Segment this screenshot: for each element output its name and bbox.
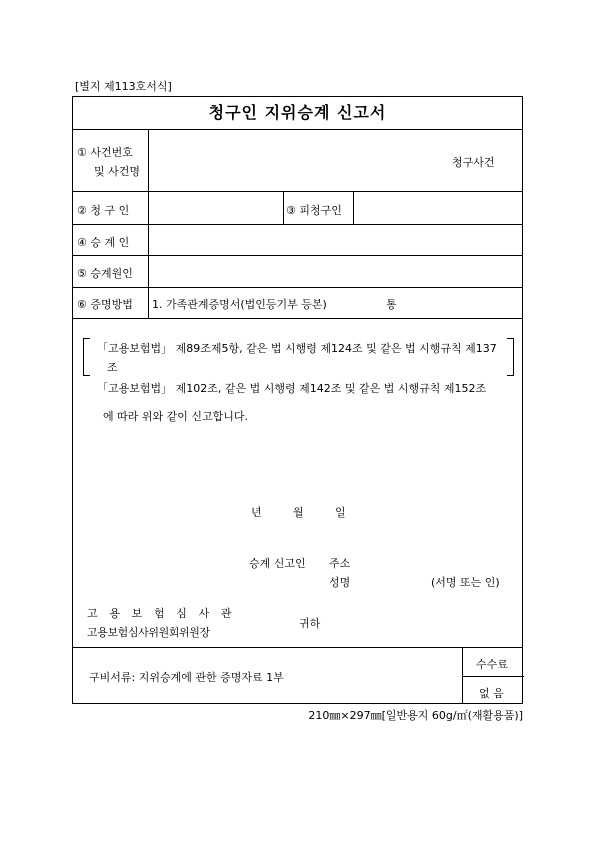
law-reference-1-cont: 조 xyxy=(107,361,118,374)
honorific: 귀하 xyxy=(299,617,321,630)
respondent-label: ③ 피청구인 xyxy=(286,204,342,217)
rule xyxy=(462,676,524,677)
form-title: 청구인 지위승계 신고서 xyxy=(208,103,387,122)
date-month: 월 xyxy=(293,506,304,519)
succession-cause-label: ⑤ 승계원인 xyxy=(77,267,133,280)
proof-item: 1. 가족관계증명서(법인등기부 등본) xyxy=(152,298,327,311)
rule xyxy=(73,647,522,648)
signature-note: (서명 또는 인) xyxy=(431,576,500,589)
date-year: 년 xyxy=(251,506,262,519)
proof-unit: 통 xyxy=(386,298,397,311)
rule xyxy=(73,191,522,192)
left-bracket xyxy=(83,338,90,376)
recipient-line-1: 고 용 보 험 심 사 관 xyxy=(87,607,236,620)
law-reference-2: 「고용보험법」 제102조, 같은 법 시행령 제142조 및 같은 법 시행규칙 제152조 xyxy=(97,382,487,395)
rule xyxy=(73,224,522,225)
name-label: 성명 xyxy=(329,576,351,589)
case-name-label: 및 사건명 xyxy=(94,165,141,178)
rule xyxy=(73,287,522,288)
column-divider xyxy=(283,191,284,224)
right-bracket xyxy=(507,338,514,376)
fee-label: 수수료 xyxy=(476,658,508,671)
address-label: 주소 xyxy=(329,557,351,570)
case-suffix: 청구사건 xyxy=(452,156,495,169)
rule xyxy=(73,318,522,319)
paper-size-note: 210㎜×297㎜[일반용지 60g/㎡(재활용품)] xyxy=(308,709,523,722)
attachments-note: 구비서류: 지위승계에 관한 증명자료 1부 xyxy=(89,671,284,684)
claimant-label: ② 청 구 인 xyxy=(77,204,130,217)
case-number-label: ① 사건번호 xyxy=(77,146,133,159)
form-identifier: [별지 제113호서식] xyxy=(75,80,172,93)
column-divider xyxy=(148,129,149,318)
successor-label: ④ 승 계 인 xyxy=(77,236,130,249)
closing-statement: 에 따라 위와 같이 신고합니다. xyxy=(103,410,248,423)
proof-method-label: ⑥ 증명방법 xyxy=(77,298,133,311)
law-reference-1: 「고용보험법」 제89조제5항, 같은 법 시행령 제124조 및 같은 법 시행규칙 제137 xyxy=(97,342,497,355)
recipient-line-2: 고용보험심사위원회위원장 xyxy=(87,626,210,639)
date-day: 일 xyxy=(335,506,346,519)
column-divider xyxy=(353,191,354,224)
reporter-label: 승계 신고인 xyxy=(249,557,306,570)
rule xyxy=(73,255,522,256)
form-table xyxy=(72,96,523,704)
fee-value: 없 음 xyxy=(479,687,504,700)
rule xyxy=(73,129,522,130)
